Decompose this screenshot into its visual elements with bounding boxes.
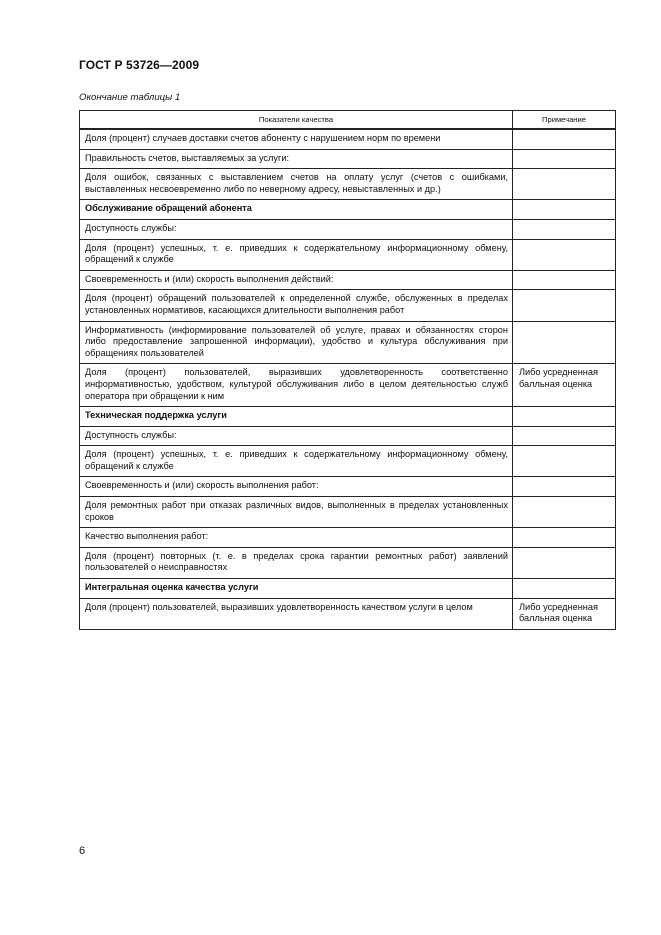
table-row	[80, 364, 616, 407]
note-cell: Либо усредненная балльная оценка	[513, 598, 616, 629]
page-number: 6	[79, 845, 86, 857]
indicator-cell: Доля (процент) обращений пользователей к определенной службе, обслуженных в пределах установленных нормативов, касающихся длительности выполнения работ	[80, 290, 513, 321]
note-cell	[513, 270, 616, 290]
table-row	[80, 426, 616, 446]
section-row	[80, 407, 616, 427]
note-cell	[513, 579, 616, 599]
note-cell	[513, 219, 616, 239]
note-cell	[513, 407, 616, 427]
standard-header: ГОСТ Р 53726—2009	[79, 58, 200, 72]
indicator-cell: Качество выполнения работ:	[80, 528, 513, 548]
section-heading: Интегральная оценка качества услуги	[80, 579, 513, 599]
indicator-cell: Правильность счетов, выставляемых за услуги:	[80, 149, 513, 169]
table-caption: Окончание таблицы 1	[79, 92, 181, 103]
table-row	[80, 446, 616, 477]
section-heading: Техническая поддержка услуги	[80, 407, 513, 427]
column-header-indicators: Показатели качества	[80, 111, 513, 130]
indicator-cell: Доля (процент) успешных, т. е. приведших к содержательному информационному обмену, обращений к службе	[80, 239, 513, 270]
note-cell	[513, 290, 616, 321]
indicator-cell: Доля (процент) случаев доставки счетов абоненту с нарушением норм по времени	[80, 129, 513, 149]
indicator-cell: Доля ошибок, связанных с выставлением счетов на оплату услуг (счетов с ошибками, выставленных несвоевременно либо по неверному адресу, невыставленных и др.)	[80, 169, 513, 200]
indicator-cell: Доступность службы:	[80, 426, 513, 446]
table-row	[80, 270, 616, 290]
table-row	[80, 477, 616, 497]
table-row	[80, 129, 616, 149]
indicator-cell: Доля (процент) пользователей, выразивших удовлетворенность соответственно информативностью, удобством, культурой обслуживания либо в целом деятельностью служб оператора при обращении к ним	[80, 364, 513, 407]
note-cell	[513, 129, 616, 149]
note-cell	[513, 426, 616, 446]
table-row	[80, 219, 616, 239]
note-cell	[513, 169, 616, 200]
section-row	[80, 579, 616, 599]
note-cell	[513, 497, 616, 528]
note-cell	[513, 239, 616, 270]
note-cell	[513, 321, 616, 364]
indicator-cell: Своевременность и (или) скорость выполнения работ:	[80, 477, 513, 497]
note-cell	[513, 477, 616, 497]
table-row	[80, 547, 616, 578]
table-row	[80, 321, 616, 364]
table-row	[80, 290, 616, 321]
table-header-row	[80, 111, 616, 130]
indicator-cell: Своевременность и (или) скорость выполнения действий:	[80, 270, 513, 290]
indicator-cell: Доля (процент) пользователей, выразивших удовлетворенность качеством услуги в целом	[80, 598, 513, 629]
note-cell	[513, 446, 616, 477]
table-row	[80, 149, 616, 169]
note-cell	[513, 528, 616, 548]
quality-table	[79, 110, 616, 630]
indicator-cell: Доля (процент) повторных (т. е. в пределах срока гарантии ремонтных работ) заявлений пользователей о неисправностях	[80, 547, 513, 578]
indicator-cell: Доля ремонтных работ при отказах различных видов, выполненных в пределах установленных сроков	[80, 497, 513, 528]
note-cell: Либо усредненная балльная оценка	[513, 364, 616, 407]
indicator-cell: Доступность службы:	[80, 219, 513, 239]
indicator-cell: Информативность (информирование пользователей об услуге, правах и обязанностях сторон либо предоставление запрошенной информации), удобство и культура обслуживания при обращениях пользователей	[80, 321, 513, 364]
section-heading: Обслуживание обращений абонента	[80, 200, 513, 220]
table-row	[80, 239, 616, 270]
table-row	[80, 497, 616, 528]
table-row	[80, 598, 616, 629]
indicator-cell: Доля (процент) успешных, т. е. приведших к содержательному информационному обмену, обращений к службе	[80, 446, 513, 477]
note-cell	[513, 149, 616, 169]
table-row	[80, 528, 616, 548]
section-row	[80, 200, 616, 220]
note-cell	[513, 547, 616, 578]
column-header-note: Примечание	[513, 111, 616, 130]
table-row	[80, 169, 616, 200]
note-cell	[513, 200, 616, 220]
